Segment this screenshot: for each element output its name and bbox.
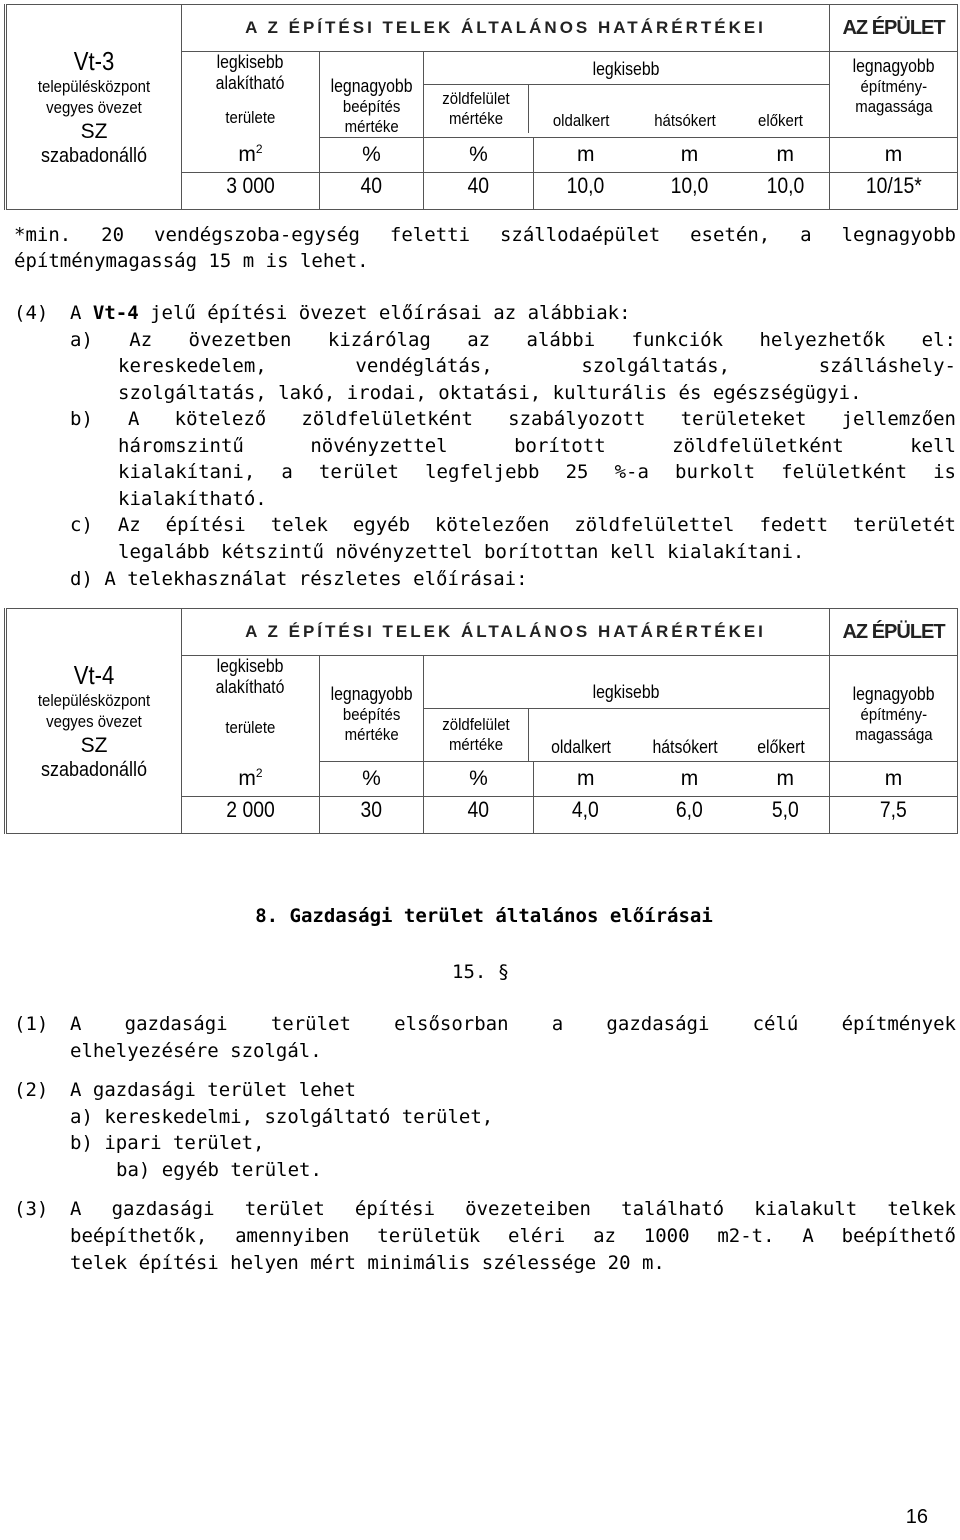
section-title: 8. Gazdasági terület általános előírásai [255,905,713,927]
s8-p2-a: a) kereskedelmi, szolgáltató terület, [70,1106,494,1128]
s8-p2-ba: ba) egyéb terület. [116,1159,322,1181]
max-cover-header: legnagyobb beépítés mértéke [320,52,424,138]
s8-p3-number: (3) [14,1198,49,1220]
value-height: 10/15* [830,173,958,210]
p4b-line-3: kialakítani, a terület legfeljebb 25 %-a burkolt felületként is [118,461,956,483]
p4d-line: d) A telekhasználat részletes előírásai: [70,568,528,590]
s8-p2-number: (2) [14,1079,49,1101]
unit-green: % [424,762,534,797]
value-green: 40 [424,173,534,210]
unit-cover: % [320,762,424,797]
page-number: 16 [905,1506,928,1528]
zone-building-mode: szabadonálló [40,759,148,781]
zone-code: Vt-4 [73,660,115,690]
p4-zone-code: Vt-4 [92,302,139,324]
unit-cover: % [320,138,424,173]
value-plot: 2 000 [182,797,320,834]
zone-building-mode: szabadonálló [40,145,148,167]
zone-cell [6,609,182,834]
p4b-line-1: b) A kötelező zöldfelületként szabályozott területeket jellemzően [70,408,956,430]
unit-front: m [742,138,830,173]
p4-number: (4) [14,302,49,324]
unit-rear: m [638,138,742,173]
footnote-line-1: *min. 20 vendégszoba-egység feletti szállodaépület esetén, a legnagyobb [14,224,956,246]
value-rear: 6,0 [638,797,742,834]
value-side: 10,0 [534,173,638,210]
zone-desc-1: településközpont [37,691,151,710]
footnote-line-2: építménymagasság 15 m is lehet. [14,250,369,272]
unit-height: m [830,762,958,797]
unit-side: m [534,762,638,797]
unit-plot: $m^2$ [182,138,320,173]
s8-p3-line-2: beépíthetők, amennyiben területük eléri az 1000 m2-t. A beépíthető [70,1225,956,1247]
value-height: 7,5 [830,797,958,834]
max-height-header: legnagyobb építmény- magassága [830,52,958,138]
zone-desc-2: vegyes övezet [46,712,142,731]
zone-desc-2: vegyes övezet [46,98,142,117]
p4-intro: A Vt-4 jelű építési övezet előírásai az alábbiak: [70,302,631,324]
min-plot-header: legkisebb alakítható területe [182,656,320,762]
unit-side: m [534,138,638,173]
zone-code: Vt-3 [73,46,115,76]
value-front: 10,0 [742,173,830,210]
unit-plot: $m^2$ [182,762,320,797]
building-header: AZ ÉPÜLET [830,609,958,656]
value-rear: 10,0 [638,173,742,210]
value-cover: 30 [320,797,424,834]
paragraph-sign: 15. § [452,961,510,983]
p4a-line-2: kereskedelem, vendéglátás, szolgáltatás, szálláshely- [118,355,956,377]
min-group-header: legkisebb zöldfelület mértéke oldalkert hátsókert előkert [424,656,830,762]
value-green: 40 [424,797,534,834]
unit-height: m [830,138,958,173]
unit-front: m [742,762,830,797]
s8-p3-line-3: telek építési helyen mért minimális szélessége 20 m. [70,1252,665,1274]
zone-cell [6,5,182,210]
s8-p1-line-2: elhelyezésére szolgál. [70,1040,322,1062]
value-plot: 3 000 [182,173,320,210]
min-plot-header: legkisebb alakítható területe [182,52,320,138]
p4b-line-2: háromszintű növényzettel borított zöldfelületként kell [118,435,956,457]
p4a-line-1: a) Az övezetben kizárólag az alábbi funkciók helyezhetők el: [70,329,956,351]
zoning-table-vt3 [4,4,958,210]
zone-sz: SZ [80,734,108,757]
value-side: 4,0 [534,797,638,834]
building-header: AZ ÉPÜLET [830,5,958,52]
value-cover: 40 [320,173,424,210]
s8-p1-line-1: A gazdasági terület elsősorban a gazdasági célú építmények [70,1013,956,1035]
zoning-table-vt4 [4,608,958,834]
max-cover-header: legnagyobb beépítés mértéke [320,656,424,762]
max-height-header: legnagyobb építmény- magassága [830,656,958,762]
zone-sz: SZ [80,120,108,143]
s8-p1-number: (1) [14,1013,49,1035]
p4a-line-3: szolgáltatás, lakó, irodai, oktatási, kulturális és egészségügyi. [118,382,862,404]
plot-header: A Z ÉPÍTÉSI TELEK ÁLTALÁNOS HATÁRÉRTÉKEI [182,5,830,52]
s8-p2-b: b) ipari terület, [70,1132,265,1154]
unit-green: % [424,138,534,173]
min-group-header: legkisebb zöldfelület mértéke oldalkert hátsókert előkert [424,52,830,138]
plot-header: A Z ÉPÍTÉSI TELEK ÁLTALÁNOS HATÁRÉRTÉKEI [182,609,830,656]
zone-desc-1: településközpont [37,77,151,96]
s8-p3-line-1: A gazdasági terület építési övezeteiben található kialakult telkek [70,1198,956,1220]
s8-p2-line-1: A gazdasági terület lehet [70,1079,356,1101]
value-front: 5,0 [742,797,830,834]
p4c-line-1: c) Az építési telek egyéb kötelezően zöldfelülettel fedett területét [70,514,956,536]
unit-rear: m [638,762,742,797]
p4b-line-4: kialakítható. [118,488,267,510]
p4c-line-2: legalább kétszintű növényzettel borítottan kell kialakítani. [118,541,805,563]
